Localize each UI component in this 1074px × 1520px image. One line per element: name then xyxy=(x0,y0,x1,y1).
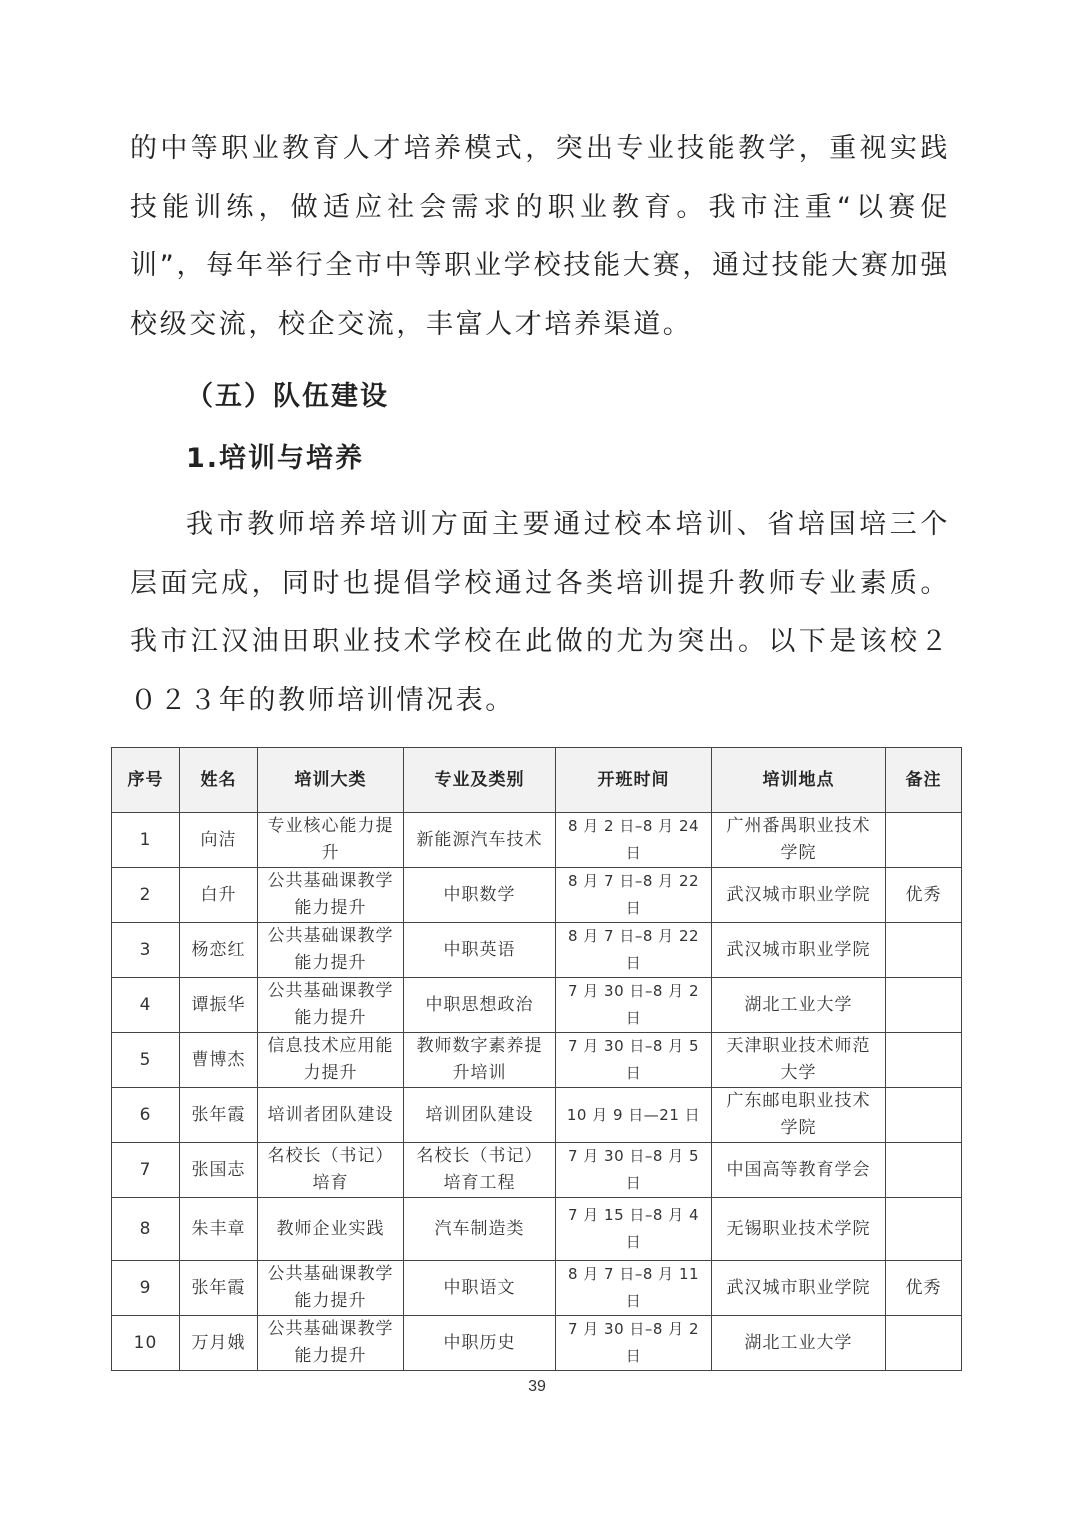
cell-category: 公共基础课教学能力提升 xyxy=(258,978,404,1033)
table-row xyxy=(112,1316,962,1371)
cell-index: 10 xyxy=(112,1316,180,1371)
cell-note xyxy=(886,1198,962,1261)
cell-note: 优秀 xyxy=(886,868,962,923)
cell-major: 新能源汽车技术 xyxy=(404,813,556,868)
cell-major: 中职思想政治 xyxy=(404,978,556,1033)
cell-date: 7 月 30 日–8 月 2 日 xyxy=(556,978,712,1033)
cell-index: 3 xyxy=(112,923,180,978)
table-row xyxy=(112,923,962,978)
cell-note xyxy=(886,1088,962,1143)
cell-date: 7 月 30 日–8 月 5 日 xyxy=(556,1143,712,1198)
table-row xyxy=(112,1088,962,1143)
cell-category: 公共基础课教学能力提升 xyxy=(258,1316,404,1371)
cell-location: 中国高等教育学会 xyxy=(712,1143,886,1198)
table-row xyxy=(112,1033,962,1088)
cell-index: 7 xyxy=(112,1143,180,1198)
cell-name: 万月娥 xyxy=(180,1316,258,1371)
subsection-heading: 1.培训与培养 xyxy=(186,443,365,474)
cell-name: 杨恋红 xyxy=(180,923,258,978)
table-row xyxy=(112,1261,962,1316)
cell-date: 7 月 30 日–8 月 5 日 xyxy=(556,1033,712,1088)
cell-name: 张国志 xyxy=(180,1143,258,1198)
cell-index: 4 xyxy=(112,978,180,1033)
cell-major: 教师数字素养提升培训 xyxy=(404,1033,556,1088)
cell-date: 7 月 30 日–8 月 2 日 xyxy=(556,1316,712,1371)
cell-major: 中职历史 xyxy=(404,1316,556,1371)
col-header-category: 培训大类 xyxy=(258,748,404,813)
cell-note: 优秀 xyxy=(886,1261,962,1316)
cell-name: 白升 xyxy=(180,868,258,923)
col-header-date: 开班时间 xyxy=(556,748,712,813)
cell-date: 10 月 9 日—21 日 xyxy=(556,1088,712,1143)
cell-location: 湖北工业大学 xyxy=(712,978,886,1033)
cell-name: 曹博杰 xyxy=(180,1033,258,1088)
table-row xyxy=(112,978,962,1033)
cell-index: 8 xyxy=(112,1198,180,1261)
cell-category: 培训者团队建设 xyxy=(258,1088,404,1143)
table-row xyxy=(112,1143,962,1198)
cell-name: 向洁 xyxy=(180,813,258,868)
cell-location: 广州番禺职业技术学院 xyxy=(712,813,886,868)
teacher-training-table xyxy=(111,747,962,1371)
cell-note xyxy=(886,813,962,868)
col-header-location: 培训地点 xyxy=(712,748,886,813)
cell-name: 张年霞 xyxy=(180,1088,258,1143)
cell-note xyxy=(886,1143,962,1198)
cell-major: 培训团队建设 xyxy=(404,1088,556,1143)
cell-note xyxy=(886,978,962,1033)
cell-major: 中职英语 xyxy=(404,923,556,978)
table-row xyxy=(112,1198,962,1261)
cell-note xyxy=(886,1316,962,1371)
section-heading: （五）队伍建设 xyxy=(186,381,389,412)
cell-category: 公共基础课教学能力提升 xyxy=(258,1261,404,1316)
cell-index: 5 xyxy=(112,1033,180,1088)
cell-name: 朱丰章 xyxy=(180,1198,258,1261)
cell-note xyxy=(886,923,962,978)
cell-index: 9 xyxy=(112,1261,180,1316)
cell-category: 专业核心能力提升 xyxy=(258,813,404,868)
cell-date: 8 月 7 日–8 月 22 日 xyxy=(556,868,712,923)
table-header-row xyxy=(112,748,962,813)
cell-major: 中职数学 xyxy=(404,868,556,923)
table-row xyxy=(112,868,962,923)
cell-note xyxy=(886,1033,962,1088)
cell-date: 8 月 2 日–8 月 24 日 xyxy=(556,813,712,868)
cell-date: 7 月 15 日–8 月 4 日 xyxy=(556,1198,712,1261)
table-row xyxy=(112,813,962,868)
cell-category: 信息技术应用能力提升 xyxy=(258,1033,404,1088)
cell-index: 1 xyxy=(112,813,180,868)
cell-major: 汽车制造类 xyxy=(404,1198,556,1261)
cell-index: 2 xyxy=(112,868,180,923)
cell-category: 公共基础课教学能力提升 xyxy=(258,868,404,923)
body-paragraph-2: 我市教师培养培训方面主要通过校本培训、省培国培三个层面完成，同时也提倡学校通过各类培训提升教师专业素质。我市江汉油田职业技术学校在此做的尤为突出。以下是该校２０２３年的教师培训情况表。 xyxy=(130,509,950,716)
cell-location: 广东邮电职业技术学院 xyxy=(712,1088,886,1143)
cell-location: 天津职业技术师范大学 xyxy=(712,1033,886,1088)
cell-category: 名校长（书记）培育 xyxy=(258,1143,404,1198)
col-header-index: 序号 xyxy=(112,748,180,813)
col-header-major: 专业及类别 xyxy=(404,748,556,813)
cell-index: 6 xyxy=(112,1088,180,1143)
cell-category: 公共基础课教学能力提升 xyxy=(258,923,404,978)
body-paragraph-1: 的中等职业教育人才培养模式，突出专业技能教学，重视实践技能训练，做适应社会需求的职业教育。我市注重“以赛促训”，每年举行全市中等职业学校技能大赛，通过技能大赛加强校级交流，校企交流，丰富人才培养渠道。 xyxy=(130,133,950,340)
cell-location: 无锡职业技术学院 xyxy=(712,1198,886,1261)
cell-major: 中职语文 xyxy=(404,1261,556,1316)
cell-name: 谭振华 xyxy=(180,978,258,1033)
cell-date: 8 月 7 日–8 月 11 日 xyxy=(556,1261,712,1316)
cell-date: 8 月 7 日–8 月 22 日 xyxy=(556,923,712,978)
cell-category: 教师企业实践 xyxy=(258,1198,404,1261)
cell-major: 名校长（书记）培育工程 xyxy=(404,1143,556,1198)
col-header-name: 姓名 xyxy=(180,748,258,813)
col-header-note: 备注 xyxy=(886,748,962,813)
cell-location: 武汉城市职业学院 xyxy=(712,923,886,978)
page-number: 39 xyxy=(528,1378,546,1395)
cell-location: 湖北工业大学 xyxy=(712,1316,886,1371)
cell-location: 武汉城市职业学院 xyxy=(712,868,886,923)
cell-location: 武汉城市职业学院 xyxy=(712,1261,886,1316)
cell-name: 张年霞 xyxy=(180,1261,258,1316)
